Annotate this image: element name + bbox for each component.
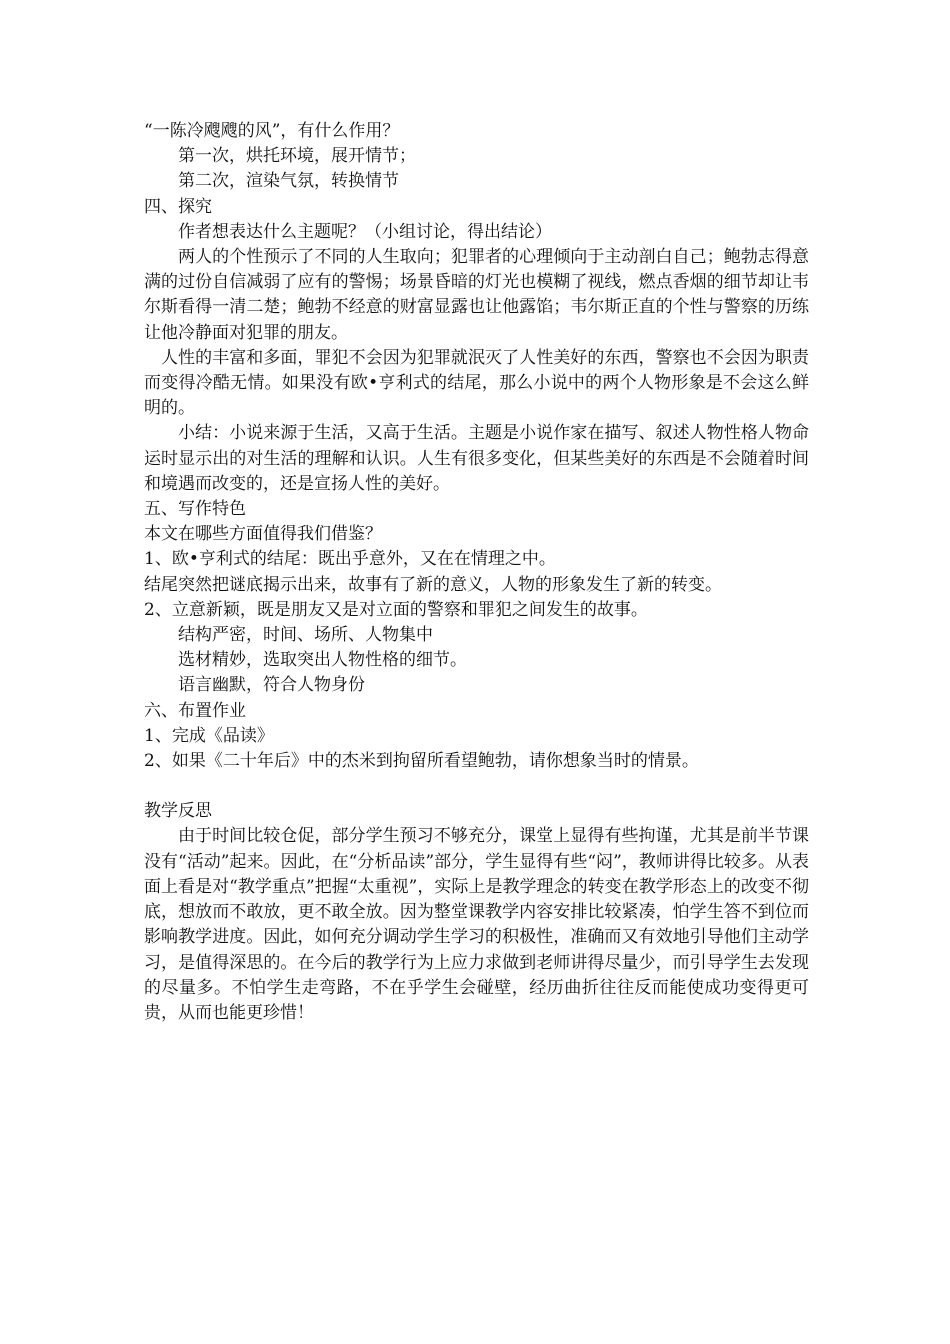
writing-item-1: 1、欧•亨利式的结尾：既出乎意外，又在在情理之中。	[144, 549, 556, 570]
reflection-heading: 教学反思	[144, 801, 212, 822]
writing-item-1-detail: 结尾突然把谜底揭示出来，故事有了新的意义，人物的形象发生了新的转变。	[144, 574, 722, 595]
wind-second-answer: 第二次，渲染气氛，转换情节	[178, 171, 399, 192]
blank-line	[144, 774, 809, 799]
homework-item-2: 2、如果《二十年后》中的杰米到拘留所看望鲍勃，请你想象当时的情景。	[144, 751, 699, 772]
section-heading-explore: 四、探究	[144, 196, 212, 217]
writing-language: 语言幽默，符合人物身份	[178, 675, 365, 696]
explore-summary: 小结：小说来源于生活，又高于生活。主题是小说作家在描写、叙述人物性格人物命运时显示出的对生活的理解和认识。人生有很多变化，但某些美好的东西是不会随着时间和境遇而改变的，还是宣扬人性的美好。	[144, 423, 809, 494]
wind-first-answer: 第一次，烘托环境，展开情节；	[178, 146, 416, 167]
reflection-paragraph: 由于时间比较仓促，部分学生预习不够充分，课堂上显得有些拘谨，尤其是前半节课没有“活动”起来。因此，在“分析品读”部分，学生显得有些“闷”，教师讲得比较多。从表面上看是对“教学重点”把握“太重视”，实际上是教学理念的转变在教学形态上的改变不彻底，想放而不敢放，更不敢全放。因为整堂课教学内容安排比较紧凑，怕学生答不到位而影响教学进度。因此，如何充分调动学生学习的积极性，准确而又有效地引导他们主动学习，是值得深思的。在今后的教学行为上应力求做到老师讲得尽量少，而引导学生去发现的尽量多。不怕学生走弯路，不在乎学生会碰壁，经历曲折往往反而能使成功变得更可贵，从而也能更珍惜！	[144, 826, 809, 1023]
wind-question: “一陈冷飕飕的风”，有什么作用？	[144, 121, 400, 141]
section-heading-homework: 六、布置作业	[144, 700, 246, 721]
writing-structure: 结构严密，时间、场所、人物集中	[178, 625, 433, 646]
document-page	[144, 119, 809, 1026]
writing-question: 本文在哪些方面值得我们借鉴？	[144, 524, 382, 545]
writing-material: 选材精妙，选取突出人物性格的细节。	[178, 650, 467, 671]
homework-item-1: 1、完成《品读》	[144, 725, 274, 746]
explore-paragraph-1: 两人的个性预示了不同的人生取向；犯罪者的心理倾向于主动剖白自己；鲍勃志得意满的过份自信减弱了应有的警惕；场景昏暗的灯光也模糊了视线，燃点香烟的细节却让韦尔斯看得一清二楚；鲍勃不经意的财富显露也让他露馅；韦尔斯正直的个性与警察的历练让他冷静面对犯罪的朋友。	[144, 247, 809, 343]
explore-paragraph-2: 人性的丰富和多面，罪犯不会因为犯罪就泯灭了人性美好的东西，警察也不会因为职责而变得冷酷无情。如果没有欧•亨利式的结尾，那么小说中的两个人物形象是不会这么鲜明的。	[144, 347, 809, 419]
section-heading-writing: 五、写作特色	[144, 499, 246, 520]
explore-question: 作者想表达什么主题呢？（小组讨论，得出结论）	[178, 221, 552, 242]
writing-item-2: 2、立意新颖，既是朋友又是对立面的警察和罪犯之间发生的故事。	[144, 599, 648, 620]
